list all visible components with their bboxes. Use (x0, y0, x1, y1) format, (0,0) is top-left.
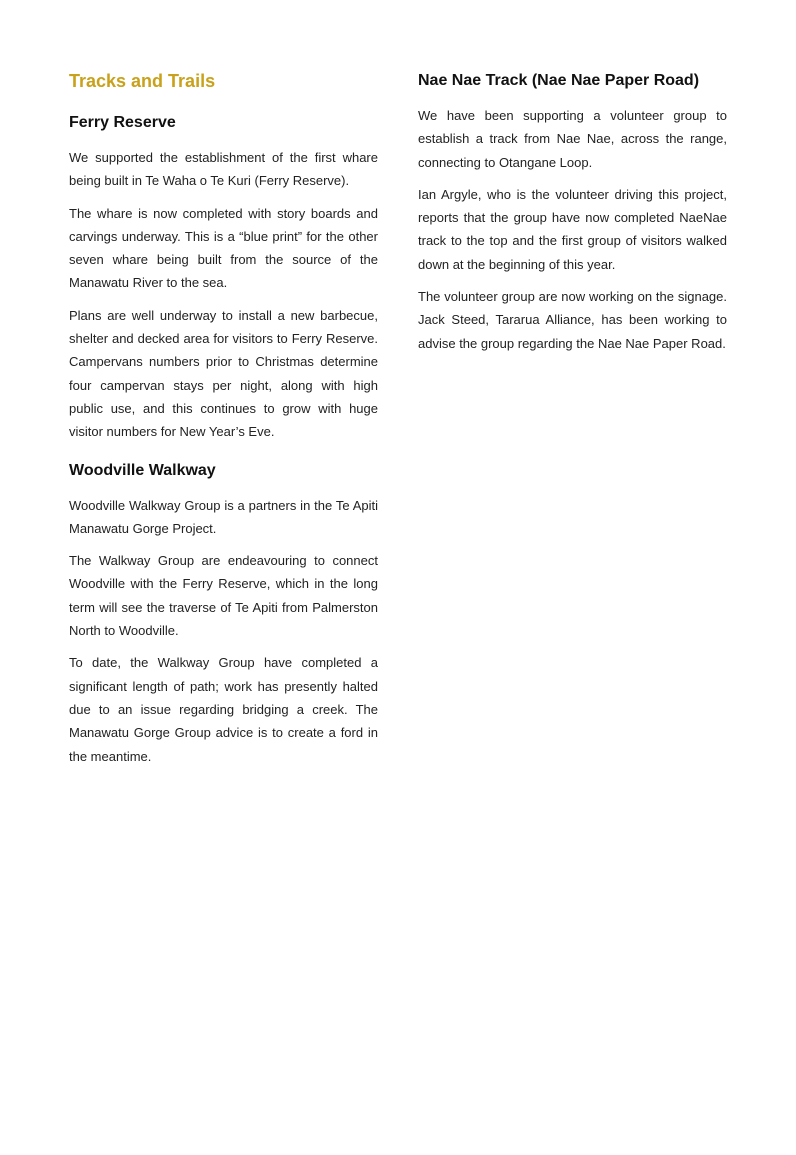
nae-nae-track-paragraph-2: Ian Argyle, who is the volunteer driving this project, reports that the group have now completed NaeNae track to the top and the first group of visitors walked down at the beginning of this year. (418, 186, 727, 272)
woodville-walkway-paragraph-2: The Walkway Group are endeavouring to connect Woodville with the Ferry Reserve, which in the long term will see the traverse of Te Apiti from Palmerston North to Woodville. (69, 553, 378, 639)
nae-nae-track-heading: Nae Nae Track (Nae Nae Paper Road) (418, 72, 700, 89)
ferry-reserve-paragraph-3: Plans are well underway to install a new barbecue, shelter and decked area for visitors to Ferry Reserve. Campervans numbers prior to Christmas determine four campervan stays per night, along with high public use, and this continues to grow with huge visitor numbers for New Year’s Eve. (69, 307, 378, 440)
ferry-reserve-section (69, 112, 378, 444)
nae-nae-track-section (418, 70, 727, 355)
nae-nae-track-paragraph-3: The volunteer group are now working on the signage. Jack Steed, Tararua Alliance, has been working to advise the group regarding the Nae Nae Paper Road. (418, 289, 727, 351)
nae-nae-track-paragraph-1: We have been supporting a volunteer group to establish a track from Nae Nae, across the range, connecting to Otangane Loop. (418, 108, 727, 170)
woodville-walkway-heading: Woodville Walkway (69, 461, 216, 479)
right-column (418, 70, 727, 371)
woodville-walkway-paragraph-3: To date, the Walkway Group have completed a significant length of path; work has presently halted due to an issue regarding bridging a creek. The Manawatu Gorge Group advice is to create a ford in the meantime. (69, 655, 378, 764)
ferry-reserve-heading: Ferry Reserve (69, 114, 176, 131)
ferry-reserve-paragraph-1: We supported the establishment of the first whare being built in Te Waha o Te Kuri (Ferry Reserve). (69, 150, 378, 189)
page-title: Tracks and Trails (69, 71, 216, 91)
woodville-walkway-section (69, 460, 378, 768)
woodville-walkway-paragraph-1: Woodville Walkway Group is a partners in the Te Apiti Manawatu Gorge Project. (69, 497, 378, 536)
left-column (69, 68, 378, 784)
ferry-reserve-paragraph-2: The whare is now completed with story boards and carvings underway. This is a “blue print” for the other seven whare being built from the source of the Manawatu River to the sea. (69, 205, 378, 291)
